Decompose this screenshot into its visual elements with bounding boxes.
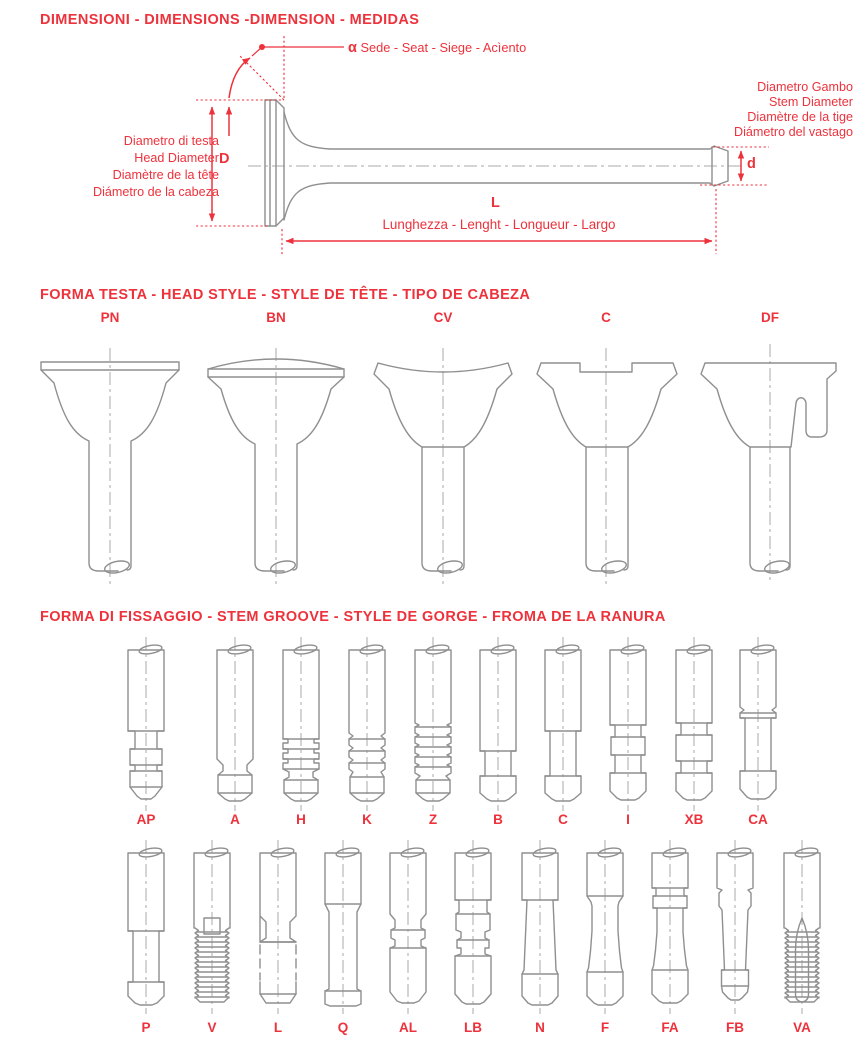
- head-style-section-title: FORMA TESTA - HEAD STYLE - STYLE DE TÊTE - TIPO DE CABEZA: [40, 287, 531, 303]
- stem-groove-drawing-l: [260, 840, 296, 1014]
- stem-groove-code-fa: FA: [661, 1020, 679, 1035]
- stem-groove-code-c: C: [558, 812, 568, 827]
- stem-groove-code-k: K: [362, 812, 372, 827]
- stem-groove-code-ca: CA: [748, 812, 768, 827]
- stem-groove-code-h: H: [296, 812, 306, 827]
- stem-groove-code-q: Q: [337, 1020, 349, 1035]
- stem-groove-code-lb: LB: [464, 1020, 482, 1035]
- stem-groove-code-xb: XB: [684, 812, 704, 827]
- stem-groove-code-v: V: [207, 1020, 217, 1035]
- stem-diameter-line-es: Diámetro del vastago: [733, 125, 853, 139]
- head-style-code-bn: BN: [266, 310, 286, 325]
- head-diameter-line-fr: Diamètre de la tête: [112, 168, 219, 182]
- stem-groove-drawing-xb: [676, 637, 712, 811]
- stem-groove-code-fb: FB: [726, 1020, 744, 1035]
- head-diameter-label: [0, 133, 219, 201]
- seat-label-text: Sede - Seat - Siege - Acìento: [360, 40, 527, 55]
- stem-groove-row2-drawings: [0, 838, 860, 1028]
- stem-diameter-line-fr: Diamètre de la tige: [747, 110, 853, 124]
- stem-groove-code-z: Z: [428, 812, 438, 827]
- head-style-df-drawing: [701, 344, 836, 584]
- stem-groove-drawing-b: [480, 637, 516, 811]
- stem-groove-drawing-lb: [455, 840, 491, 1014]
- head-style-code-c: C: [601, 310, 611, 325]
- stem-groove-code-f: F: [600, 1020, 610, 1035]
- stem-groove-drawing-v: [194, 840, 230, 1014]
- stem-groove-drawing-ap: [128, 637, 164, 811]
- stem-groove-drawing-f: [587, 840, 623, 1014]
- head-style-pn-drawing: [41, 348, 179, 584]
- head-diameter-symbol: D: [219, 151, 230, 167]
- stem-groove-code-b: B: [493, 812, 503, 827]
- head-style-bn-drawing: [208, 348, 344, 584]
- head-style-drawings: [0, 330, 860, 595]
- head-diameter-line-it: Diametro di testa: [123, 134, 219, 148]
- stem-groove-drawing-k: [349, 637, 385, 811]
- stem-diameter-symbol: d: [747, 156, 756, 172]
- head-style-c-drawing: [537, 348, 677, 584]
- stem-diameter-line-it: Diametro Gambo: [757, 80, 853, 94]
- stem-groove-drawing-c: [545, 637, 581, 811]
- stem-groove-drawing-fb: [717, 840, 753, 1014]
- stem-diameter-label: [734, 80, 853, 140]
- stem-groove-drawing-z: [415, 637, 451, 811]
- stem-groove-code-al: AL: [399, 1020, 417, 1035]
- head-style-code-pn: PN: [100, 310, 120, 325]
- stem-groove-drawing-n: [522, 840, 558, 1014]
- head-style-code-df: DF: [761, 310, 779, 325]
- stem-groove-drawing-i: [610, 637, 646, 811]
- length-symbol: L: [491, 195, 500, 211]
- stem-groove-drawing-p: [128, 840, 164, 1014]
- stem-groove-code-ap: AP: [136, 812, 156, 827]
- stem-groove-drawing-fa: [652, 840, 688, 1014]
- stem-groove-code-p: P: [141, 1020, 151, 1035]
- stem-groove-drawing-ca: [740, 637, 776, 811]
- stem-groove-drawing-va: [784, 840, 820, 1014]
- stem-groove-code-va: VA: [793, 1020, 811, 1035]
- stem-groove-drawing-a: [217, 637, 253, 811]
- stem-groove-drawing-al: [390, 840, 426, 1014]
- seat-angle-label: [348, 40, 526, 56]
- stem-groove-code-a: A: [230, 812, 240, 827]
- stem-groove-code-i: I: [626, 812, 630, 827]
- head-diameter-line-es: Diámetro de la cabeza: [92, 185, 219, 199]
- stem-groove-code-n: N: [535, 1020, 545, 1035]
- dimensions-section-title: DIMENSIONI - DIMENSIONS -DIMENSION - MEDIDAS: [40, 12, 420, 28]
- alpha-symbol: α: [348, 40, 357, 56]
- length-label: Lunghezza - Lenght - Longueur - Largo: [382, 217, 616, 232]
- stem-groove-section-title: FORMA DI FISSAGGIO - STEM GROOVE - STYLE DE GORGE - FROMA DE LA RANURA: [40, 609, 666, 625]
- stem-groove-code-l: L: [273, 1020, 283, 1035]
- stem-groove-drawing-q: [325, 840, 361, 1014]
- head-style-code-cv: CV: [433, 310, 453, 325]
- stem-diameter-line-en: Stem Diameter: [769, 95, 853, 109]
- stem-groove-drawing-h: [283, 637, 319, 811]
- head-diameter-line-en: Head Diameter: [134, 151, 219, 165]
- stem-groove-row1-drawings: [0, 635, 860, 820]
- head-style-cv-drawing: [374, 348, 512, 584]
